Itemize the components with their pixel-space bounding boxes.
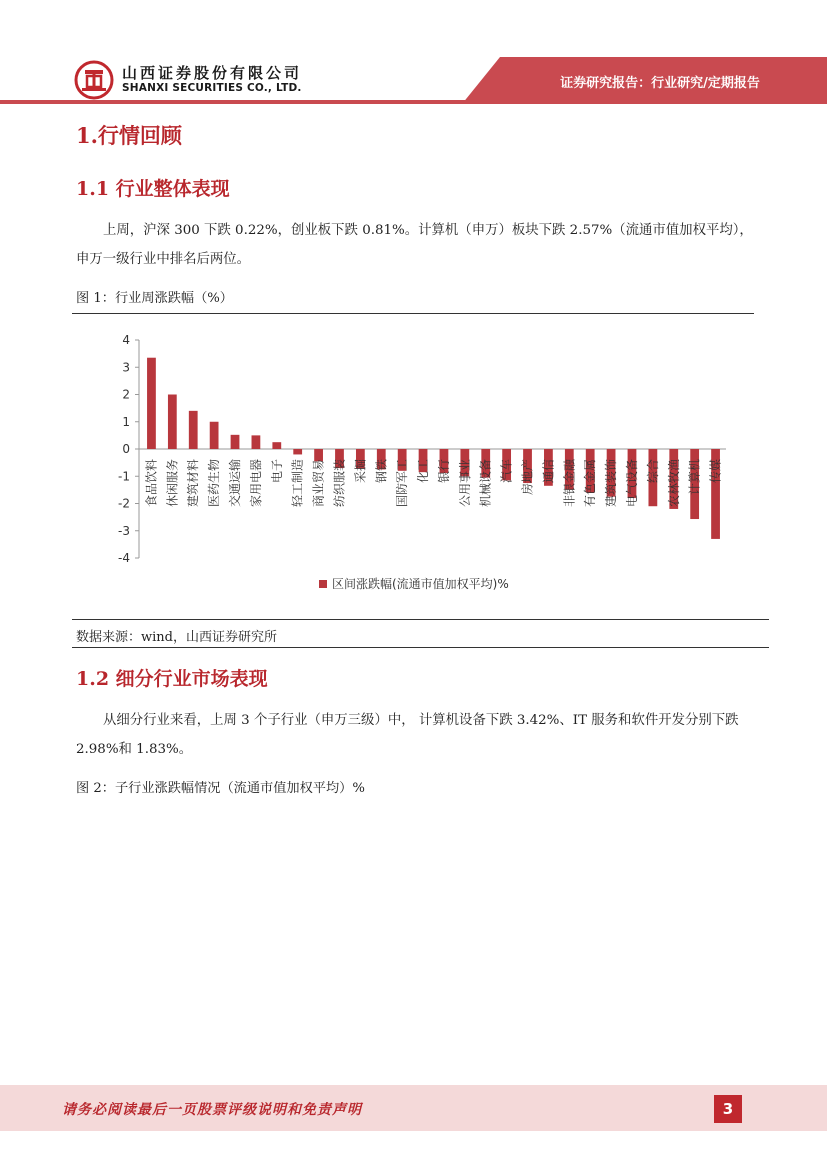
y-tick-label: -2: [118, 496, 130, 511]
x-tick-label: 计算机: [687, 459, 702, 496]
bar-电子: [272, 442, 281, 449]
section-title-1-2: 1.2 细分行业市场表现: [76, 668, 268, 690]
section-title-1-1: 1.1 行业整体表现: [76, 178, 230, 200]
paragraph-1-1: 上周，沪深 300 下跌 0.22%，创业板下跌 0.81%。计算机（申万）板块下跌 2.57%（流通市值加权平均），申万一级行业中排名后两位。: [76, 223, 753, 267]
y-tick-label: -3: [118, 523, 130, 538]
bar-食品饮料: [147, 358, 156, 449]
y-tick-label: 4: [122, 333, 130, 347]
source-rule: [72, 647, 769, 648]
x-tick-label: 机械设备: [478, 459, 493, 508]
x-tick-label: 国防军工: [395, 459, 410, 508]
y-tick-label: 0: [122, 442, 130, 456]
company-name-en: SHANXI SECURITIES CO., LTD.: [122, 82, 302, 94]
x-tick-label: 通信: [541, 459, 556, 484]
report-type-tag: 证券研究报告：行业研究/定期报告: [560, 76, 760, 91]
figure-1-bottom-rule: [72, 619, 769, 620]
bar-医药生物: [210, 422, 219, 449]
x-tick-label: 电子: [269, 459, 284, 484]
x-tick-label: 房地产: [520, 459, 535, 496]
x-tick-label: 交通运输: [228, 459, 243, 508]
paragraph-1-2: 从细分行业来看，上周 3 个子行业（申万三级）中， 计算机设备下跌 3.42%、IT 服务和软件开发分别下跌 2.98%和 1.83%。: [76, 713, 739, 757]
x-tick-label: 银行: [436, 459, 451, 484]
page-header: [0, 0, 827, 108]
legend-swatch: [319, 580, 327, 588]
figure-1-source: 数据来源：wind，山西证券研究所: [76, 630, 277, 645]
x-tick-label: 纺织服装: [332, 459, 347, 508]
y-tick-label: -1: [118, 469, 130, 484]
y-tick-label: 3: [122, 360, 130, 375]
x-tick-label: 家用电器: [248, 459, 263, 508]
x-tick-label: 公用事业: [457, 459, 472, 508]
x-tick-label: 商业贸易: [311, 459, 326, 508]
bar-series: [147, 358, 720, 539]
y-tick-label: 2: [122, 387, 130, 402]
y-tick-label: -4: [118, 551, 130, 565]
x-tick-label: 综合: [645, 459, 660, 484]
industry-weekly-change-chart: [76, 320, 746, 610]
company-logo-icon: [74, 60, 114, 100]
bar-家用电器: [252, 435, 261, 449]
figure-1-top-rule: [72, 313, 754, 314]
figure-1-caption: 图 1：行业周涨跌幅（%）: [76, 291, 233, 306]
x-tick-label: 建筑装饰: [604, 459, 619, 508]
x-tick-label: 传媒: [708, 459, 723, 484]
x-tick-label: 建筑材料: [186, 459, 201, 508]
y-tick-label: 1: [122, 414, 130, 429]
company-name-cn: 山西证券股份有限公司: [122, 64, 303, 82]
x-tick-label: 轻工制造: [290, 459, 305, 508]
x-tick-label: 化工: [416, 459, 431, 484]
bar-休闲服务: [168, 395, 177, 450]
page-number: 3: [714, 1095, 742, 1123]
section-title-1: 1.行情回顾: [76, 123, 182, 148]
x-tick-label: 农林牧渔: [666, 459, 681, 508]
x-tick-label: 医药生物: [207, 459, 222, 508]
x-tick-label: 电气设备: [624, 459, 639, 508]
legend-label: 区间涨跌幅(流通市值加权平均)%: [332, 577, 509, 591]
x-tick-label: 采掘: [353, 459, 368, 484]
x-tick-label: 非银金融: [562, 459, 577, 508]
x-tick-label: 休闲服务: [165, 459, 180, 508]
x-axis-labels: [143, 458, 722, 507]
bar-建筑材料: [189, 411, 198, 449]
chart-legend: [319, 576, 509, 591]
bar-交通运输: [231, 435, 240, 449]
x-tick-label: 有色金属: [583, 459, 598, 508]
x-tick-label: 汽车: [499, 459, 514, 484]
footer-disclaimer: 请务必阅读最后一页股票评级说明和免责声明: [62, 1102, 362, 1118]
figure-2-caption: 图 2：子行业涨跌幅情况（流通市值加权平均）%: [76, 781, 365, 796]
x-tick-label: 食品饮料: [144, 459, 159, 508]
bar-轻工制造: [293, 449, 302, 454]
x-tick-label: 钢铁: [374, 459, 389, 484]
